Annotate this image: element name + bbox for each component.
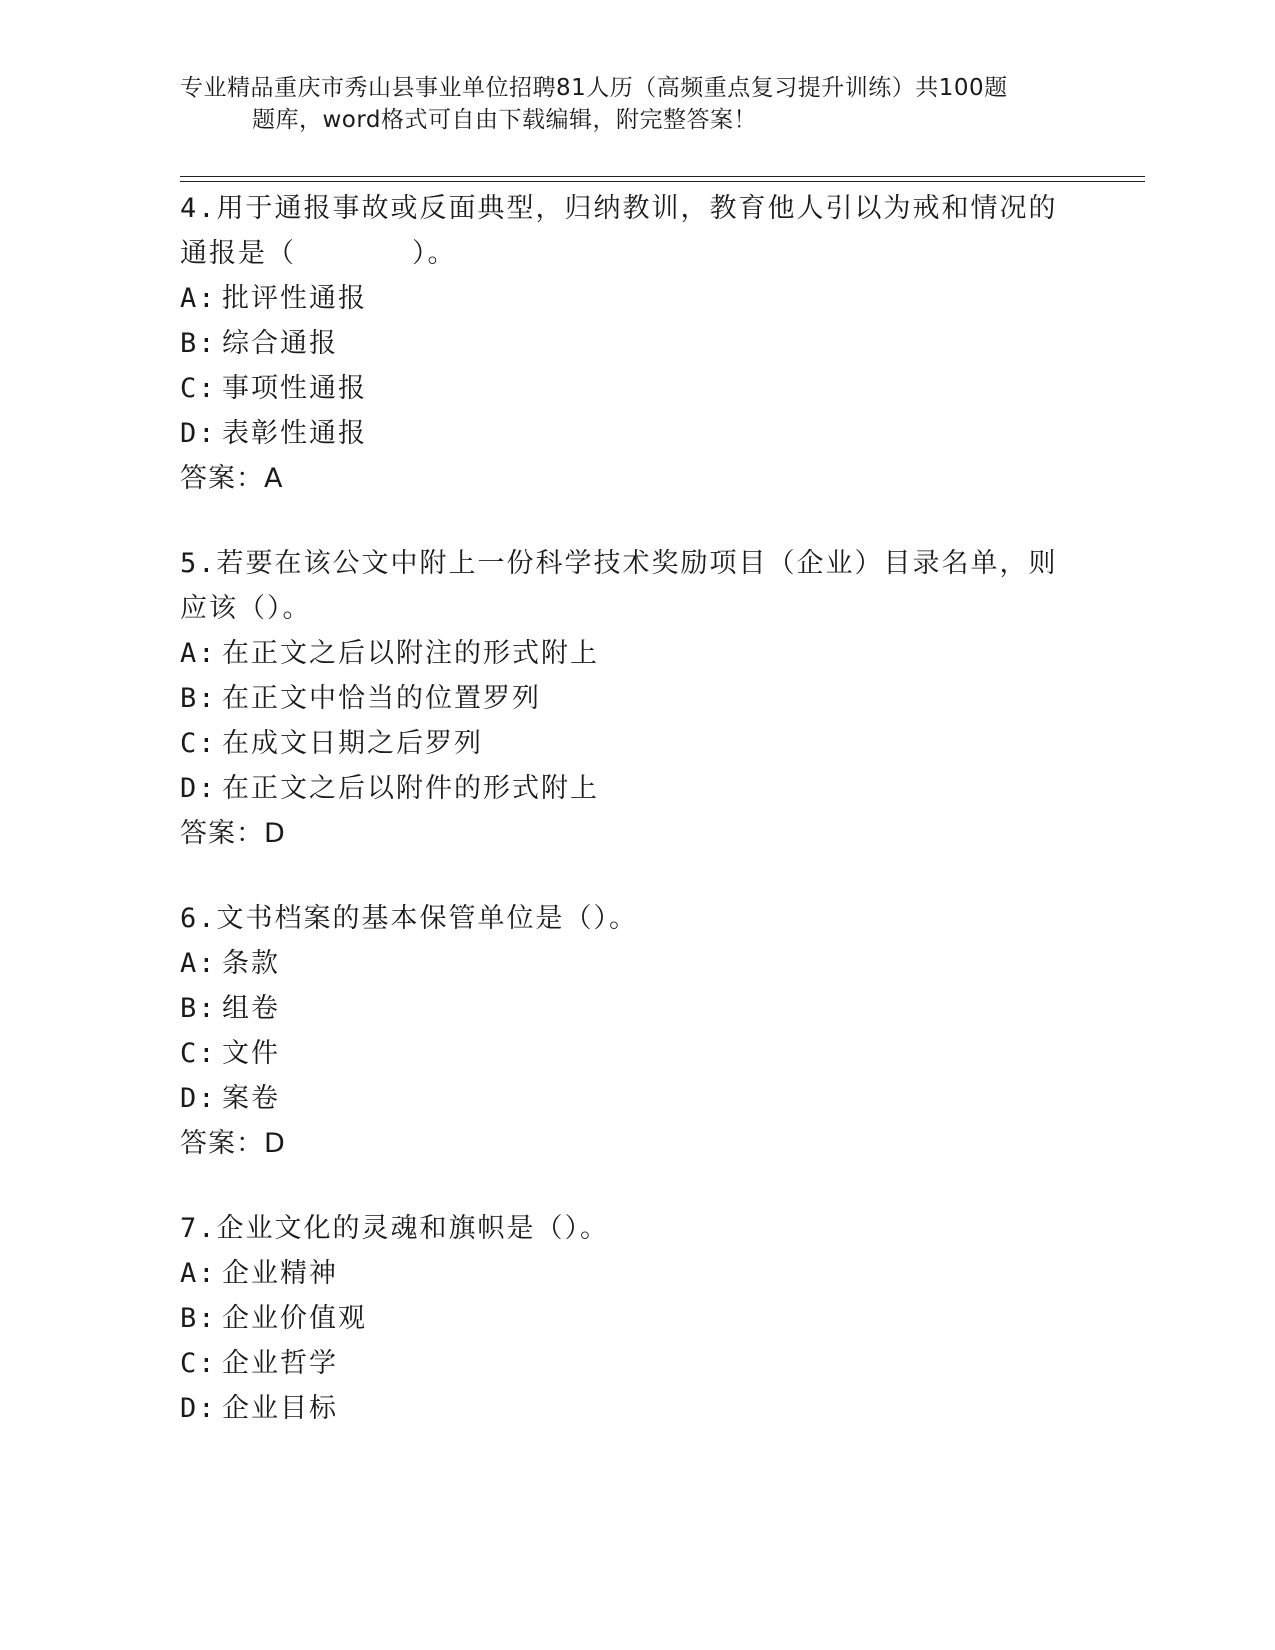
document-header: [180, 72, 1080, 136]
option-key: A:: [180, 283, 217, 314]
question-stem: 5.若要在该公文中附上一份科学技术奖励项目（企业）目录名单，则应该（）。: [180, 548, 1058, 624]
option-text: 在正文之后以附件的形式附上: [222, 773, 599, 804]
option-key: C:: [180, 728, 217, 759]
option-key: B:: [180, 993, 217, 1024]
question-stem: 4.用于通报事故或反面典型，归纳教训，教育他人引以为戒和情况的通报是（ ）。: [180, 193, 1058, 269]
question-block: [180, 1206, 1080, 1431]
question-block: [180, 896, 1080, 1166]
header-title-line-2: 题库，word格式可自由下载编辑，附完整答案！: [252, 107, 758, 133]
answer-option: [180, 1341, 1080, 1386]
answer-option: [180, 1031, 1080, 1076]
option-key: A:: [180, 1258, 217, 1289]
answer-key: 答案：D: [180, 1128, 286, 1159]
option-key: B:: [180, 1303, 217, 1334]
answer-option: [180, 631, 1080, 676]
option-text: 事项性通报: [222, 373, 367, 404]
option-text: 表彰性通报: [222, 418, 367, 449]
answer-option: [180, 1251, 1080, 1296]
option-key: D:: [180, 418, 217, 449]
question-block: [180, 186, 1080, 501]
answer-option: [180, 1386, 1080, 1431]
option-text: 在正文中恰当的位置罗列: [222, 683, 541, 714]
option-text: 企业精神: [222, 1258, 338, 1289]
option-text: 组卷: [222, 993, 280, 1024]
header-title-line-1: 专业精品重庆市秀山县事业单位招聘81人历（高频重点复习提升训练）共100题: [180, 75, 1008, 101]
option-text: 批评性通报: [222, 283, 367, 314]
option-key: D:: [180, 1393, 217, 1424]
answer-option: [180, 411, 1080, 456]
option-text: 在正文之后以附注的形式附上: [222, 638, 599, 669]
option-key: B:: [180, 683, 217, 714]
option-key: C:: [180, 373, 217, 404]
answer-option: [180, 321, 1080, 366]
answer-option: [180, 366, 1080, 411]
question-block: [180, 541, 1080, 856]
answer-option: [180, 1076, 1080, 1121]
option-text: 案卷: [222, 1083, 280, 1114]
option-key: C:: [180, 1348, 217, 1379]
option-text: 条款: [222, 948, 280, 979]
answer-option: [180, 941, 1080, 986]
option-key: A:: [180, 638, 217, 669]
option-text: 综合通报: [222, 328, 338, 359]
option-key: C:: [180, 1038, 217, 1069]
answer-option: [180, 766, 1080, 811]
answer-option: [180, 1296, 1080, 1341]
option-text: 文件: [222, 1038, 280, 1069]
option-text: 企业目标: [222, 1393, 338, 1424]
option-key: D:: [180, 1083, 217, 1114]
option-text: 企业价值观: [222, 1303, 367, 1334]
option-key: D:: [180, 773, 217, 804]
option-key: B:: [180, 328, 217, 359]
answer-key: 答案：A: [180, 463, 284, 494]
header-divider-bottom: [180, 181, 1145, 182]
answer-option: [180, 721, 1080, 766]
question-stem: 6.文书档案的基本保管单位是（）。: [180, 903, 639, 934]
option-text: 在成文日期之后罗列: [222, 728, 483, 759]
option-text: 企业哲学: [222, 1348, 338, 1379]
answer-option: [180, 986, 1080, 1031]
answer-option: [180, 676, 1080, 721]
question-list: [180, 186, 1080, 1471]
header-divider-top: [180, 176, 1145, 177]
answer-option: [180, 276, 1080, 321]
answer-key: 答案：D: [180, 818, 286, 849]
option-key: A:: [180, 948, 217, 979]
question-stem: 7.企业文化的灵魂和旗帜是（）。: [180, 1213, 610, 1244]
